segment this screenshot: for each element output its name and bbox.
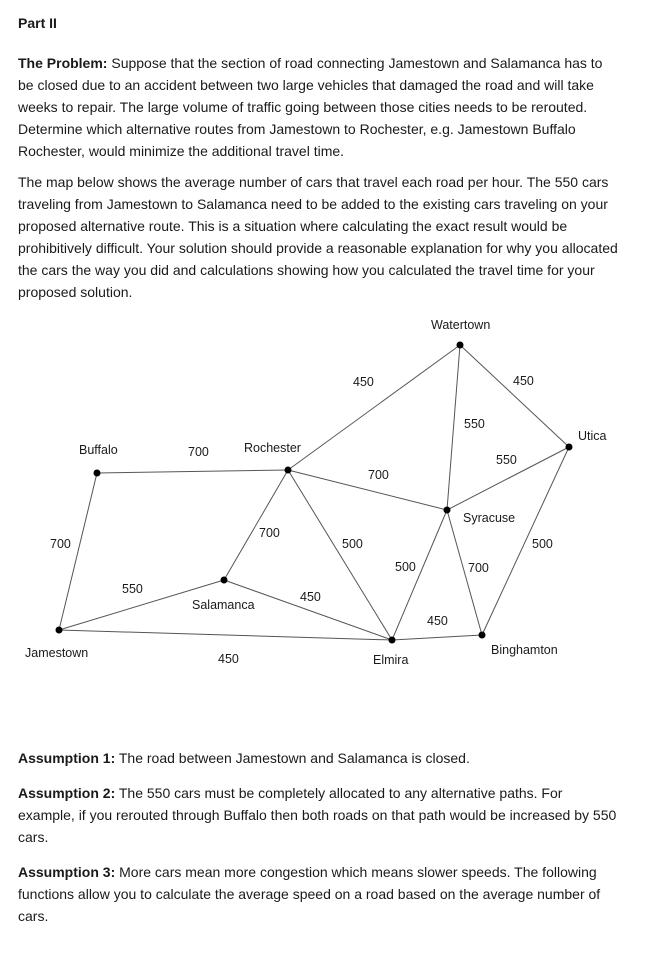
city-label-elmira: Elmira <box>373 653 409 667</box>
road-label-jamestown-salamanca: 550 <box>122 582 143 596</box>
road-rochester-salamanca <box>224 470 288 580</box>
city-node-utica <box>566 444 573 451</box>
city-label-binghamton: Binghamton <box>491 643 558 657</box>
road-label-jamestown-elmira: 450 <box>218 652 239 666</box>
city-node-elmira <box>389 637 396 644</box>
city-node-rochester <box>285 467 292 474</box>
city-node-syracuse <box>444 507 451 514</box>
road-label-syracuse-binghamton: 700 <box>468 561 489 575</box>
city-node-salamanca <box>221 577 228 584</box>
assumption-1-text: The road between Jamestown and Salamanca is closed. <box>115 750 470 766</box>
assumption-2-text: The 550 cars must be completely allocated to any alternative paths. For example, if you rerouted through Buffalo then both roads on that path would be increased by 550 cars. <box>18 785 617 845</box>
map-description: The map below shows the average number of cars that travel each road per hour. The 550 cars traveling from Jamestown to Salamanca need to be added to the existing cars traveling on your proposed alternative route. This is a situation where calculating the exact result would be prohibitively difficult. Your solution should provide a reasonable explanation for why you allocated the cars the way you did and calculations showing how you calculated the travel time for your proposed solution. <box>18 174 618 300</box>
road-label-watertown-syracuse: 550 <box>464 417 485 431</box>
road-label-rochester-watertown: 450 <box>353 375 374 389</box>
road-watertown-syracuse <box>447 345 460 510</box>
road-label-rochester-syracuse: 700 <box>368 468 389 482</box>
road-label-salamanca-elmira: 450 <box>300 590 321 604</box>
road-rochester-elmira <box>288 470 392 640</box>
road-map-diagram <box>18 310 630 690</box>
road-jamestown-elmira <box>59 630 392 640</box>
road-utica-binghamton <box>482 447 569 635</box>
road-label-watertown-utica: 450 <box>513 374 534 388</box>
road-label-rochester-salamanca: 700 <box>259 526 280 540</box>
section-title: Part II <box>18 15 57 31</box>
assumption-3-text: More cars mean more congestion which means slower speeds. The following functions allow you to calculate the average speed on a road based on the average number of cars. <box>18 864 601 924</box>
assumption-3-label: Assumption 3: <box>18 864 116 880</box>
road-label-elmira-binghamton: 450 <box>427 614 448 628</box>
assumption-3 <box>18 861 618 927</box>
assumption-2-label: Assumption 2: <box>18 785 116 801</box>
road-label-syracuse-utica: 550 <box>496 453 517 467</box>
city-label-jamestown: Jamestown <box>25 646 89 660</box>
road-label-elmira-syracuse: 500 <box>395 560 416 574</box>
road-buffalo-rochester <box>97 470 288 473</box>
road-rochester-watertown <box>288 345 460 470</box>
city-label-watertown: Watertown <box>431 318 491 332</box>
problem-paragraph <box>18 52 618 162</box>
road-elmira-binghamton <box>392 635 482 640</box>
assumption-1-label: Assumption 1: <box>18 750 116 766</box>
city-label-utica: Utica <box>578 429 607 443</box>
problem-label: The Problem: <box>18 55 108 71</box>
city-node-binghamton <box>479 632 486 639</box>
road-label-utica-binghamton: 500 <box>532 537 553 551</box>
road-label-rochester-elmira: 500 <box>342 537 363 551</box>
problem-text: Suppose that the section of road connecting Jamestown and Salamanca has to be closed due to an accident between two large vehicles that damaged the road and will take weeks to repair. The large volume of traffic going between those cities needs to be rerouted. Determine which alternative routes from Jamestown to Rochester, e.g. Jamestown Buffalo Rochester, would minimize the additional travel time. <box>18 55 603 159</box>
road-buffalo-jamestown <box>59 473 97 630</box>
city-label-salamanca: Salamanca <box>192 598 255 612</box>
city-label-syracuse: Syracuse <box>463 511 516 525</box>
assumption-2 <box>18 782 618 848</box>
road-label-buffalo-jamestown: 700 <box>50 537 71 551</box>
city-label-buffalo: Buffalo <box>79 443 118 457</box>
road-watertown-utica <box>460 345 569 447</box>
city-label-rochester: Rochester <box>244 441 301 455</box>
city-node-jamestown <box>56 627 63 634</box>
city-node-watertown <box>457 342 464 349</box>
city-node-buffalo <box>94 470 101 477</box>
assumption-1 <box>18 747 618 769</box>
road-label-buffalo-rochester: 700 <box>188 445 209 459</box>
